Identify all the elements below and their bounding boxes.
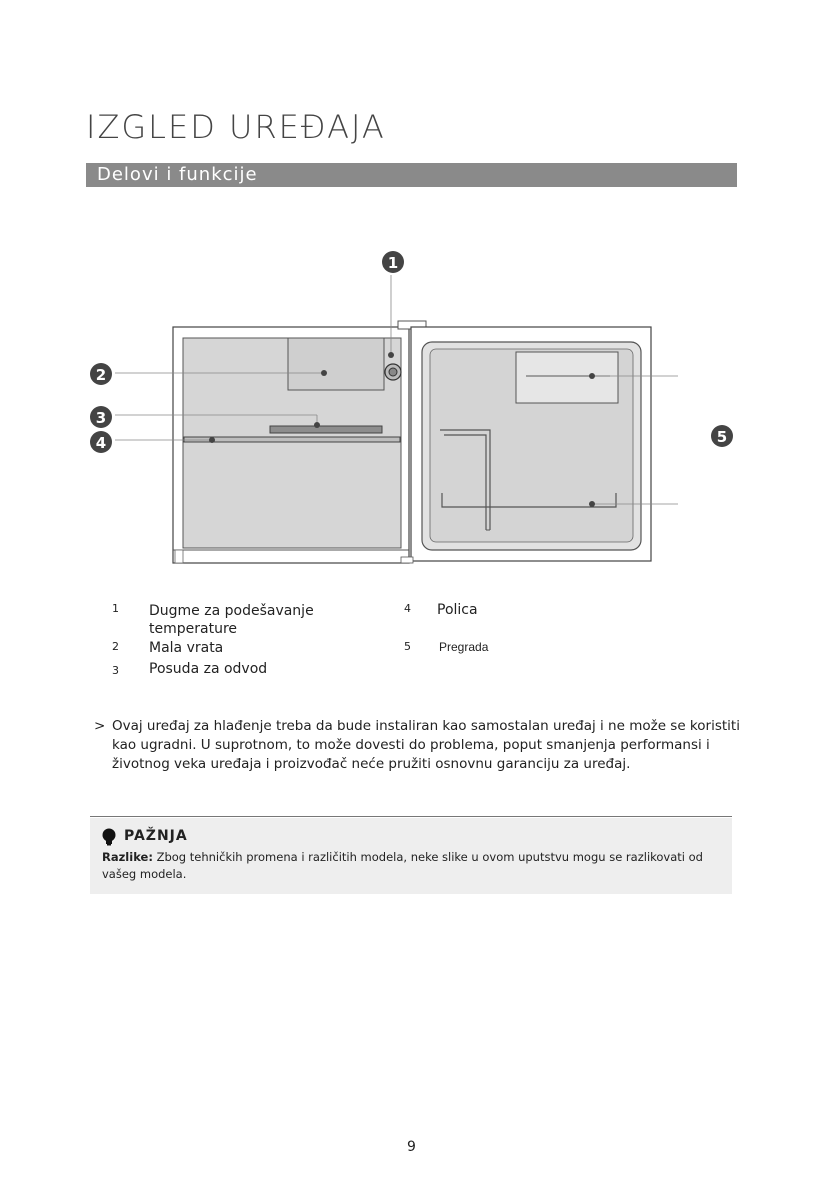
section-title: Delovi i funkcije <box>97 164 258 185</box>
callout-5 <box>711 425 733 447</box>
legend-label: Posuda za odvod <box>149 661 268 677</box>
legend-label: Dugme za podešavanje <box>149 603 314 619</box>
caution-label: Razlike: <box>102 850 153 864</box>
callout-1 <box>382 251 404 273</box>
legend-label: Polica <box>437 602 478 618</box>
note-bullet: > <box>94 718 106 734</box>
caution-body: Zbog tehničkih promena i različitih modela, neke slike u ovom uputstvu mogu se razlikovati od vašeg modela. <box>102 850 703 881</box>
svg-text:2: 2 <box>95 366 107 384</box>
legend-label: Pregrada <box>439 640 489 654</box>
legend-label-cont: temperature <box>149 621 237 637</box>
svg-text:1: 1 <box>387 254 399 272</box>
callout-2 <box>90 363 112 385</box>
svg-text:4: 4 <box>95 434 107 452</box>
legend-number: 4 <box>404 602 411 615</box>
callout-4 <box>90 431 112 453</box>
fridge-diagram <box>80 245 760 575</box>
bulb-icon <box>101 828 117 846</box>
installation-note <box>94 717 754 774</box>
small-door <box>288 338 384 390</box>
legend-label: Mala vrata <box>149 640 224 656</box>
page-title: IZGLED UREĐAJA <box>86 108 386 146</box>
legend-number: 1 <box>112 602 119 615</box>
legend-number: 5 <box>404 640 411 653</box>
section-header <box>86 163 737 187</box>
caution-title: PAŽNJA <box>124 828 188 844</box>
svg-text:5: 5 <box>716 428 728 446</box>
legend-number: 2 <box>112 640 119 653</box>
svg-text:3: 3 <box>95 409 107 427</box>
caution-text <box>102 849 722 883</box>
callout-3 <box>90 406 112 428</box>
page-number: 9 <box>407 1139 416 1155</box>
shelf <box>184 437 400 442</box>
legend-number: 3 <box>112 664 119 677</box>
note-text: Ovaj uređaj za hlađenje treba da bude instaliran kao samostalan uređaj i ne može se koristiti kao ugradni. U suprotnom, to može dovesti do problema, poput smanjenja performansi i životnog veka uređaja i proizvođač neće pružiti osnovnu garanciju za uređaj. <box>112 718 740 772</box>
drip-tray <box>270 426 382 433</box>
caution-divider <box>90 816 732 817</box>
